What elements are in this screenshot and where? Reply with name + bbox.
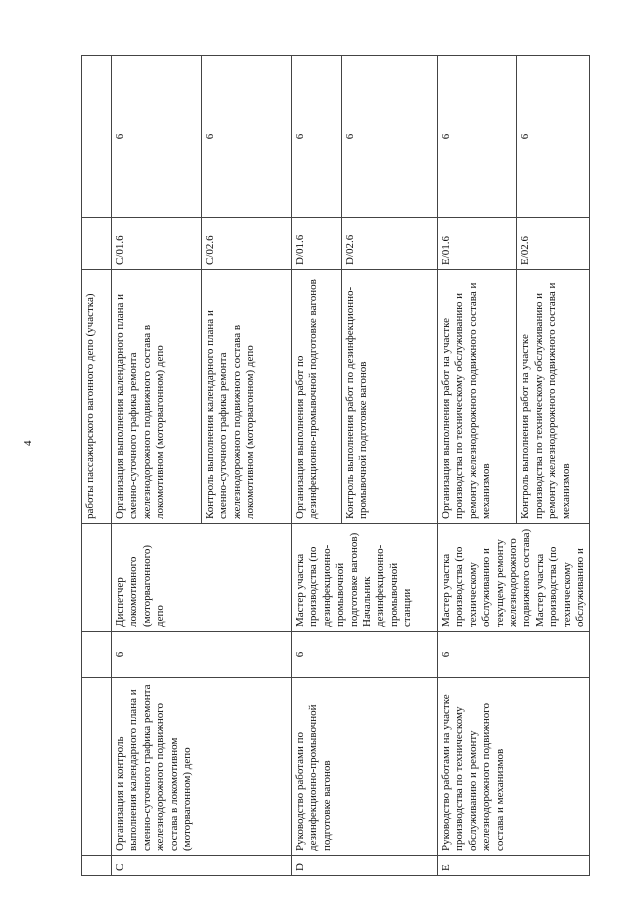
generalized-function-code bbox=[82, 856, 112, 876]
labor-function-level: 6 bbox=[517, 56, 590, 218]
labor-function-name: работы пассажирского вагонного депо (участка) bbox=[82, 270, 112, 524]
positions bbox=[82, 524, 112, 632]
table-row bbox=[82, 56, 112, 876]
labor-function-code: E/02.6 bbox=[517, 218, 590, 270]
table-row bbox=[292, 56, 342, 876]
labor-function-level: 6 bbox=[112, 56, 202, 218]
labor-function-level: 6 bbox=[202, 56, 292, 218]
generalized-function-name: Руководство работами по дезинфекционно-промывочной подготовке вагонов bbox=[292, 678, 438, 856]
qualification-level: 6 bbox=[292, 632, 438, 678]
labor-function-code: E/01.6 bbox=[438, 218, 517, 270]
page-number: 4 bbox=[22, 440, 34, 446]
positions: Мастер участка производства (по дезинфекционно-промывочной подготовке вагонов) Начальник дезинфекционно-промывочной станции bbox=[292, 524, 438, 632]
labor-function-name: Организация выполнения работ на участке производства по техническому обслуживанию и ремонту железнодорожного подвижного состава и механизмов bbox=[438, 270, 517, 524]
labor-function-name: Контроль выполнения работ на участке производства по техническому обслуживанию и ремонту железнодорожного подвижного состава и механизмов bbox=[517, 270, 590, 524]
labor-function-name: Контроль выполнения работ по дезинфекционно-промывочной подготовке вагонов bbox=[342, 270, 438, 524]
positions: Мастер участка производства (по техническому обслуживанию и текущему ремонту железнодорожного подвижного состава) Мастер участка производства (по техническому обслуживанию и bbox=[438, 524, 590, 632]
generalized-function-name bbox=[82, 678, 112, 856]
labor-function-level: 6 bbox=[342, 56, 438, 218]
generalized-function-code: D bbox=[292, 856, 438, 876]
labor-function-code: C/02.6 bbox=[202, 218, 292, 270]
labor-function-name: Организация выполнения календарного плана и сменно-суточного графика ремонта железнодорожного подвижного состава в локомотивном (моторвагонном) депо bbox=[112, 270, 202, 524]
positions: Диспетчер локомотивного (моторвагонного) депо bbox=[112, 524, 292, 632]
labor-function-code: C/01.6 bbox=[112, 218, 202, 270]
labor-function-name: Контроль выполнения календарного плана и сменно-суточного графика ремонта железнодорожного подвижного состава в локомотивном (моторвагонном) депо bbox=[202, 270, 292, 524]
competency-table bbox=[81, 55, 590, 876]
table-row bbox=[438, 56, 517, 876]
generalized-function-name: Руководство работами на участке производства по техническому обслуживанию и ремонту железнодорожного подвижного состава и механизмов bbox=[438, 678, 590, 856]
generalized-function-name: Организация и контроль выполнения календарного плана и сменно-суточного графика ремонта железнодорожного подвижного состава в локомотивном (моторвагонном) депо bbox=[112, 678, 292, 856]
generalized-function-code: C bbox=[112, 856, 292, 876]
rotated-table-container bbox=[81, 56, 587, 876]
generalized-function-code: E bbox=[438, 856, 590, 876]
table-row bbox=[112, 56, 202, 876]
labor-function-code: D/01.6 bbox=[292, 218, 342, 270]
labor-function-level: 6 bbox=[292, 56, 342, 218]
qualification-level: 6 bbox=[112, 632, 292, 678]
labor-function-level bbox=[82, 56, 112, 218]
labor-function-code bbox=[82, 218, 112, 270]
qualification-level bbox=[82, 632, 112, 678]
qualification-level: 6 bbox=[438, 632, 590, 678]
labor-function-name: Организация выполнения работ по дезинфекционно-промывочной подготовке вагонов bbox=[292, 270, 342, 524]
labor-function-level: 6 bbox=[438, 56, 517, 218]
labor-function-code: D/02.6 bbox=[342, 218, 438, 270]
